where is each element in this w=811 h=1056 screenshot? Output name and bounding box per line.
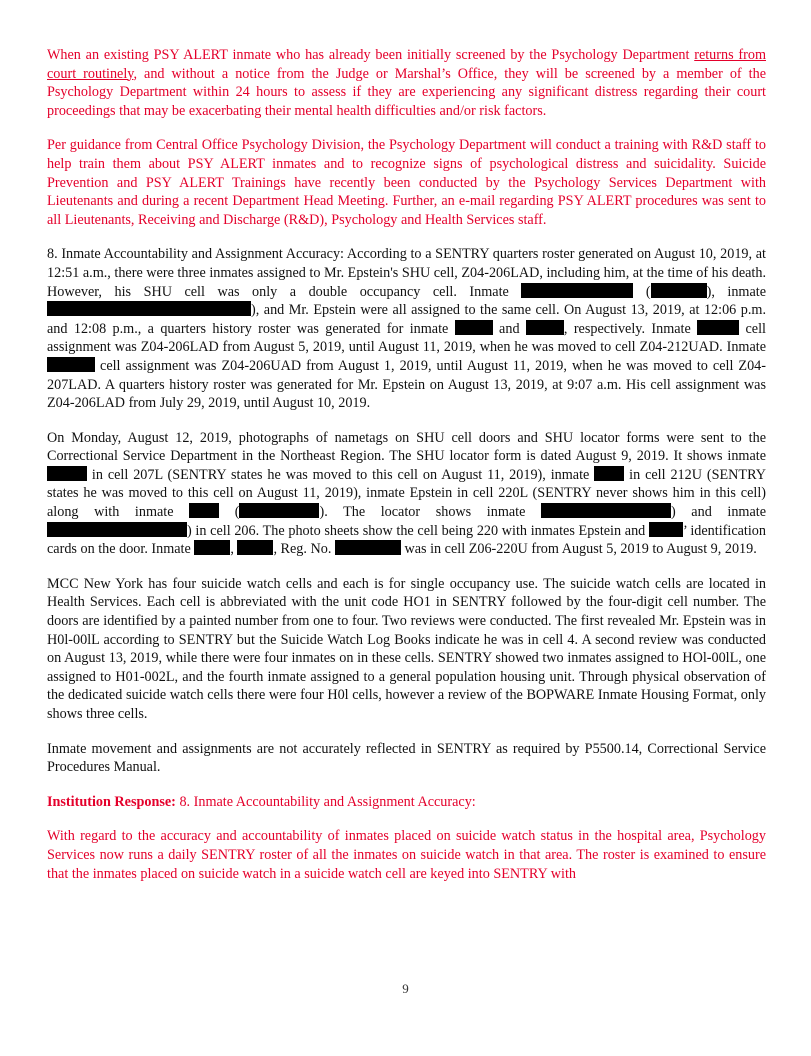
redaction-bar — [541, 503, 671, 518]
redaction-bar — [189, 503, 219, 518]
redaction-bar — [47, 301, 251, 316]
redaction-bar — [526, 320, 564, 335]
institution-response-label: Institution Response: — [47, 793, 176, 810]
redaction-bar — [521, 283, 633, 298]
redaction-bar — [594, 466, 624, 481]
page-number: 9 — [402, 981, 409, 996]
underlined-phrase: returns from court routinely — [47, 47, 766, 82]
redaction-bar — [239, 503, 319, 518]
movement-summary-paragraph: Inmate movement and assignments are not accurately reflected in SENTRY as required by P5500.14, Correctional Service Procedures Manual. — [47, 740, 766, 776]
redaction-bar — [455, 320, 493, 335]
institution-response-heading: Institution Response: 8. Inmate Accountability and Assignment Accuracy: — [47, 793, 476, 810]
redaction-bar — [335, 540, 401, 555]
redaction-bar — [194, 540, 230, 555]
redaction-bar — [649, 522, 683, 537]
redaction-bar — [697, 320, 739, 335]
redaction-bar — [47, 522, 187, 537]
locator-form-paragraph: On Monday, August 12, 2019, photographs of nametags on SHU cell doors and SHU locator forms were sent to the Correctional Service Department in the Northeast Region. The SHU locator form is dated August 9, 2019. It shows inmate in cell 207L (SENTRY states he was moved to this cell on August 11, 2019), inmate in cell 212U (SENTRY states he was moved to this cell on August 11, 2019), inmate Epstein in cell 220L (SENTRY never shows him in this cell) along with inmate ( ). The locator shows inmate ) and inmate ) in cell 206. The photo sheets show the cell being 220 with inmates Epstein and ’ identification cards on the door. Inmate , , Reg. No. was in cell Z06-220U from August 5, 2019 to August 9, 2019. — [47, 429, 766, 558]
redaction-bar — [237, 540, 273, 555]
accountability-finding-paragraph: 8. Inmate Accountability and Assignment Accuracy: According to a SENTRY quarters roster generated on August 10, 2019, at 12:51 a.m., there were three inmates assigned to Mr. Epstein's SHU cell, Z04-206LAD, including him, at the time of his death. However, his SHU cell was only a double occupancy cell. Inmate ( ), inmate ), and Mr. Epstein were all assigned to the same cell. On August 13, 2019, at 12:06 p.m. and 12:08 p.m., a quarters history roster was generated for inmate and , respectively. Inmate cell assignment was Z04-206LAD from August 5, 2019, until August 11, 2019, when he was moved to cell Z04-212UAD. Inmate cell assignment was Z04-206UAD from August 1, 2019, until August 11, 2019, when he was moved to cell Z04-207LAD. A quarters history roster was generated for Mr. Epstein on August 13, 2019, at 9:07 a.m. His cell assignment was Z04-206LAD from July 29, 2019, until August 10, 2019. — [47, 246, 766, 412]
redaction-bar — [651, 283, 707, 298]
psy-alert-training-paragraph: Per guidance from Central Office Psychology Division, the Psychology Department will conduct a training with R&D staff to help train them about PSY ALERT inmates and to recognize signs of psychological distress and suicidality. Suicide Prevention and PSY ALERT Trainings have recently been conducted by the Psychology Services Department with Lieutenants and during a recent Department Head Meeting. Further, an e-mail regarding PSY ALERT procedures was sent to all Lieutenants, Receiving and Discharge (R&D), Psychology and Health Services staff. — [47, 137, 766, 228]
redaction-bar — [47, 466, 87, 481]
psy-alert-court-paragraph: When an existing PSY ALERT inmate who has already been initially screened by the Psychology Department returns from court routinely, and without a notice from the Judge or Marshal’s Office, they will be screened by a member of the Psychology Department within 24 hours to assess if they are experiencing any significant distress regarding their court proceedings that may be exacerbating their mental health difficulties and/or risk factors. — [47, 47, 766, 119]
suicide-watch-cells-paragraph: MCC New York has four suicide watch cells and each is for single occupancy use. The suicide watch cells are located in Health Services. Each cell is abbreviated with the unit code HO1 in SENTRY followed by the four-digit cell number. The doors are identified by a painted number from one to four. Two reviews were conducted. The first revealed Mr. Epstein was in H0l-00lL according to SENTRY but the Suicide Watch Log Books indicate he was in cell 4. A second review was conducted on August 13, 2019, while there were four inmates on in these cells. SENTRY showed two inmates assigned to HOl-00lL, one assigned to H01-002L, and the fourth inmate assigned to a general population housing unit. Through physical observation of the dedicated suicide watch cells there were four H0l cells, however a review of the BOPWARE Inmate Housing Format, only shows three cells. — [47, 575, 766, 722]
institution-response-paragraph: With regard to the accuracy and accountability of inmates placed on suicide watch status in the hospital area, Psychology Services now runs a daily SENTRY roster of all the inmates on suicide watch in that area. The roster is examined to ensure that the inmates placed on suicide watch in a suicide watch cell are keyed into SENTRY with — [47, 828, 766, 882]
redaction-bar — [47, 357, 95, 372]
page-body — [47, 46, 766, 899]
